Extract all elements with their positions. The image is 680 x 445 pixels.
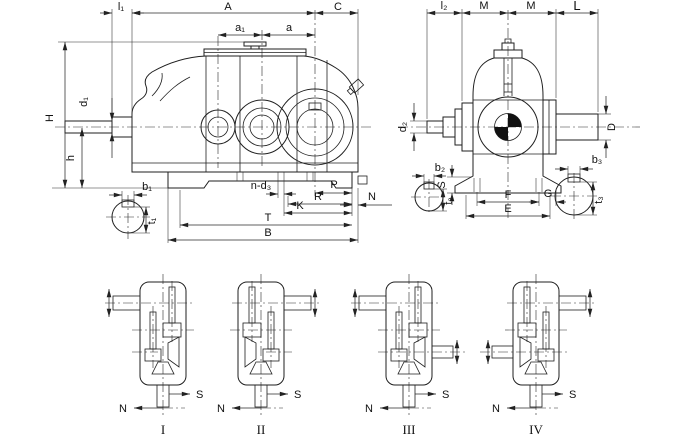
dim-label-S: S xyxy=(436,181,448,189)
vent-plug xyxy=(346,79,363,96)
dim-label-d1: d₁ xyxy=(78,97,90,107)
dim-label-b2: b₂ xyxy=(434,162,446,174)
dim-label-H: H xyxy=(44,114,56,122)
dim-label-D: D xyxy=(606,123,618,131)
end-view xyxy=(397,0,640,219)
side-view-top-dimensions xyxy=(100,1,358,117)
dim-label-A: A xyxy=(224,1,232,13)
n-direction-label-1: N xyxy=(119,403,127,415)
scheme-numeral-2: II xyxy=(256,422,266,437)
dim-label-C: C xyxy=(334,1,342,13)
dim-label-nd3: n-d₃ xyxy=(250,180,272,192)
inspection-cover xyxy=(204,42,306,56)
dim-label-l2: l₂ xyxy=(440,0,448,12)
n-direction-label-3: N xyxy=(365,403,373,415)
assembly-scheme-3 xyxy=(351,274,465,437)
dim-label-t1: t₁ xyxy=(146,217,158,225)
dim-label-t3: t₃ xyxy=(593,196,605,204)
dim-label-a1: a₁ xyxy=(235,22,245,34)
n-direction-label-4: N xyxy=(492,403,500,415)
s-direction-label-3: S xyxy=(442,389,450,401)
n-direction-label-2: N xyxy=(217,403,225,415)
drain-plug xyxy=(358,176,367,184)
assembly-scheme-2 xyxy=(217,274,319,437)
dim-label-b1: b₁ xyxy=(142,181,152,193)
scheme-numeral-1: I xyxy=(160,422,166,437)
s-direction-label-4: S xyxy=(569,389,577,401)
dim-label-l1: l₁ xyxy=(117,1,125,13)
assembly-scheme-4 xyxy=(480,274,594,437)
dim-label-M2: M xyxy=(526,0,536,12)
dim-label-h: h xyxy=(65,154,77,162)
dim-label-d2: d₂ xyxy=(397,121,409,133)
dim-label-M1: M xyxy=(479,0,489,12)
dim-label-b3: b₃ xyxy=(591,154,603,166)
dim-label-F: F xyxy=(504,189,512,201)
key-section-b3t3 xyxy=(551,154,605,219)
dim-label-N: N xyxy=(368,191,376,203)
side-view xyxy=(44,1,392,243)
dim-label-G: G xyxy=(543,188,553,200)
key-section-b2t2 xyxy=(411,162,455,215)
side-view-left-dimensions xyxy=(44,42,244,188)
s-direction-label-2: S xyxy=(294,389,302,401)
dim-label-E: E xyxy=(504,203,512,215)
side-view-bottom-dimensions xyxy=(168,179,392,243)
s-direction-label-1: S xyxy=(196,389,204,401)
scheme-numeral-4: IV xyxy=(529,422,543,437)
dim-label-K: K xyxy=(296,200,304,212)
dim-label-L: L xyxy=(573,0,581,13)
end-view-top-dimensions xyxy=(427,0,598,119)
dim-label-R: R xyxy=(314,191,322,203)
dim-label-P: P xyxy=(330,179,338,191)
scheme-numeral-3: III xyxy=(402,422,416,437)
dim-label-a: a xyxy=(285,22,293,34)
dim-label-T: T xyxy=(264,212,272,224)
dim-label-B: B xyxy=(264,227,272,239)
input-key-section xyxy=(106,181,158,239)
assembly-scheme-1 xyxy=(105,274,203,437)
dim-label-t2: t₂ xyxy=(443,197,455,205)
